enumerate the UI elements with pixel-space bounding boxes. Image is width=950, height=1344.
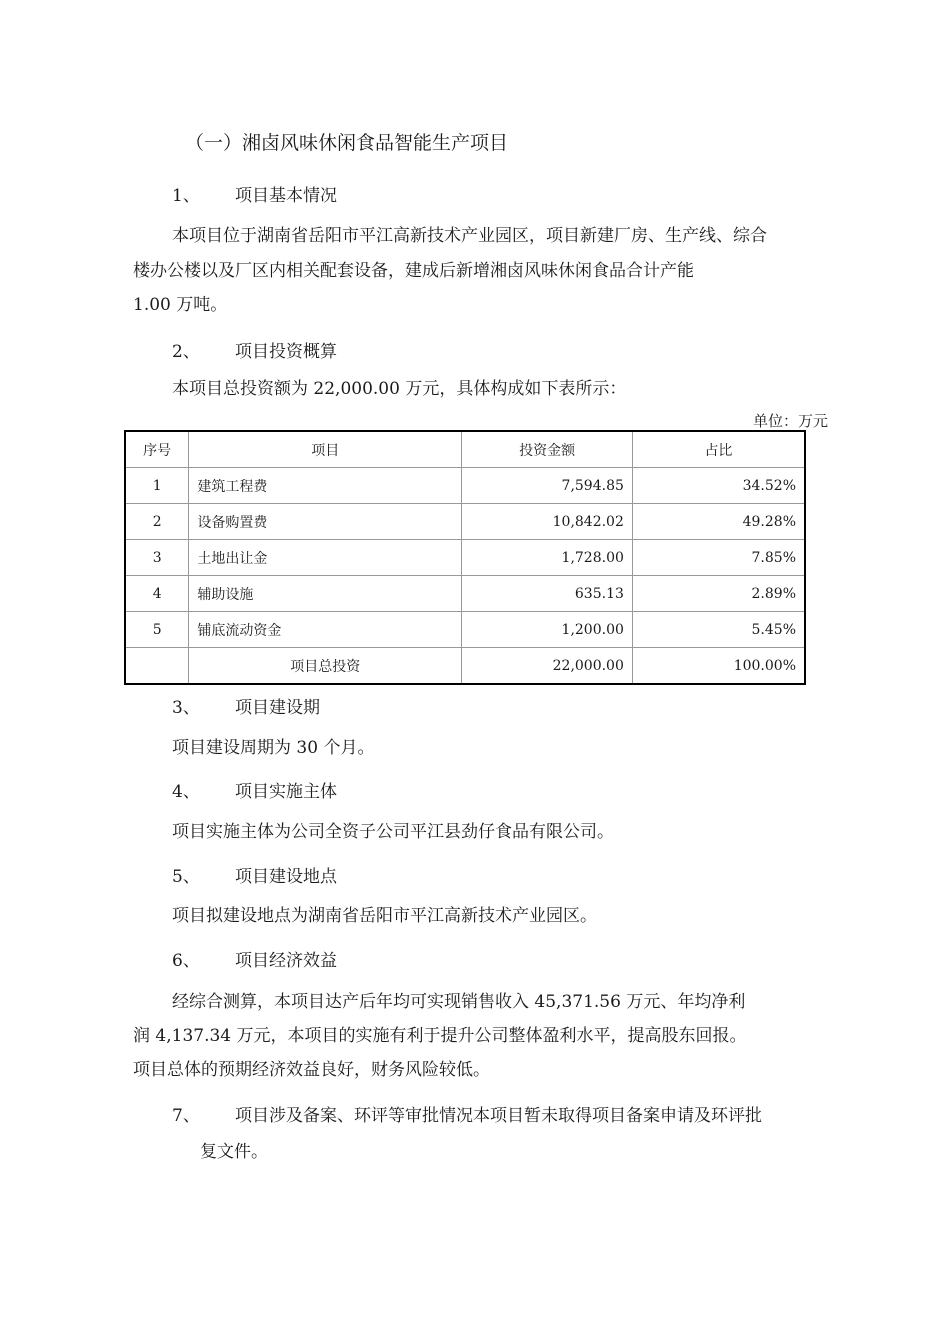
row-ratio: 5.45% (632, 612, 805, 648)
heading-number: 6、 (172, 951, 200, 971)
paragraph-line: 润 4,137.34 万元，本项目的实施有利于提升公司整体盈利水平，提高股东回报。 (133, 1026, 747, 1046)
heading-number: 1、 (172, 186, 200, 206)
row-no: 1 (125, 468, 189, 504)
row-ratio: 7.85% (632, 540, 805, 576)
heading-number: 5、 (172, 867, 200, 887)
table-row (125, 468, 805, 504)
row-no: 5 (125, 612, 189, 648)
heading-text: 项目基本情况 (235, 186, 337, 206)
heading-number: 3、 (172, 698, 200, 718)
heading-text: 项目投资概算 (235, 342, 337, 362)
row-amount: 10,842.02 (462, 504, 633, 540)
row-item: 辅助设施 (189, 576, 462, 612)
col-header-ratio: 占比 (632, 431, 805, 468)
paragraph-line: 1.00 万吨。 (133, 295, 228, 315)
paragraph-line: 楼办公楼以及厂区内相关配套设备，建成后新增湘卤风味休闲食品合计产能 (133, 261, 694, 281)
total-label: 项目总投资 (189, 648, 462, 685)
row-ratio: 34.52% (632, 468, 805, 504)
total-no (125, 648, 189, 685)
paragraph-line: 项目实施主体为公司全资子公司平江县劲仔食品有限公司。 (172, 822, 614, 842)
paragraph-line: 本项目总投资额为 22,000.00 万元，具体构成如下表所示： (172, 379, 627, 399)
row-item: 土地出让金 (189, 540, 462, 576)
col-header-amount: 投资金额 (462, 431, 633, 468)
table-row (125, 540, 805, 576)
table-total-row (125, 648, 805, 685)
heading-number: 4、 (172, 782, 200, 802)
row-amount: 635.13 (462, 576, 633, 612)
table-header-row (125, 431, 805, 468)
paragraph-line: 经综合测算，本项目达产后年均可实现销售收入 45,371.56 万元、年均净利 (172, 992, 746, 1012)
unit-label: 单位：万元 (752, 412, 828, 430)
row-no: 3 (125, 540, 189, 576)
heading-text: 项目实施主体 (235, 782, 337, 802)
row-ratio: 49.28% (632, 504, 805, 540)
paragraph-line: 项目总体的预期经济效益良好，财务风险较低。 (133, 1060, 490, 1080)
paragraph-line: 本项目位于湖南省岳阳市平江高新技术产业园区，项目新建厂房、生产线、综合 (172, 226, 767, 246)
table-row (125, 612, 805, 648)
paragraph-line: 项目建设周期为 30 个月。 (172, 738, 375, 758)
row-item: 铺底流动资金 (189, 612, 462, 648)
row-amount: 7,594.85 (462, 468, 633, 504)
table-row (125, 576, 805, 612)
row-amount: 1,728.00 (462, 540, 633, 576)
row-ratio: 2.89% (632, 576, 805, 612)
section-title: （一）湘卤风味休闲食品智能生产项目 (185, 132, 509, 154)
row-item: 建筑工程费 (189, 468, 462, 504)
row-no: 2 (125, 504, 189, 540)
heading-number: 7、 (172, 1106, 200, 1126)
row-amount: 1,200.00 (462, 612, 633, 648)
heading-text: 项目涉及备案、环评等审批情况本项目暂未取得项目备案申请及环评批 (235, 1106, 762, 1126)
investment-table (124, 430, 806, 685)
table-row (125, 504, 805, 540)
heading-text: 项目建设期 (235, 698, 320, 718)
total-ratio: 100.00% (632, 648, 805, 685)
col-header-item: 项目 (189, 431, 462, 468)
heading-number: 2、 (172, 342, 200, 362)
col-header-no: 序号 (125, 431, 189, 468)
total-amount: 22,000.00 (462, 648, 633, 685)
row-no: 4 (125, 576, 189, 612)
row-item: 设备购置费 (189, 504, 462, 540)
paragraph-line: 复文件。 (200, 1142, 268, 1162)
heading-text: 项目经济效益 (235, 951, 337, 971)
paragraph-line: 项目拟建设地点为湖南省岳阳市平江高新技术产业园区。 (172, 906, 597, 926)
heading-text: 项目建设地点 (235, 867, 337, 887)
